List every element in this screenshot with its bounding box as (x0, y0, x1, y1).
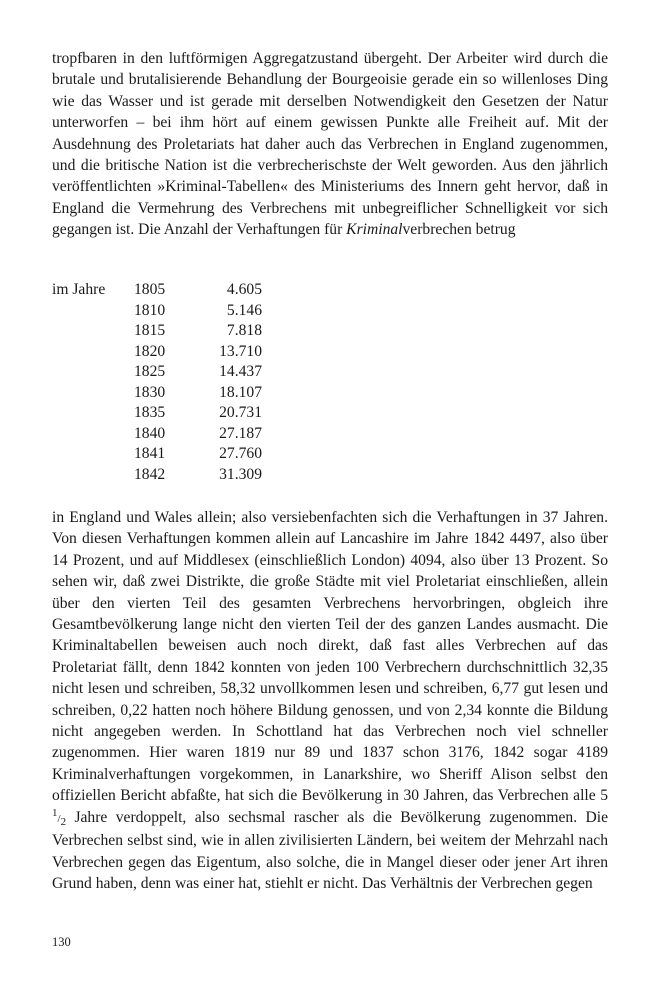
year-cell: 1835 (134, 404, 166, 421)
year-cell: 1805 (134, 281, 166, 298)
table-row (52, 424, 262, 445)
paragraph-top-text: tropfbaren in den luftförmigen Aggregatzustand übergeht. Der Arbeiter wird durch die brutale und brutalisierende Behandlung der Bourgeoisie gerade ein so willenloses Ding wie das Wasser und ist gerade mit derselben Notwendigkeit den Gesetzen der Natur unterworfen – bei ihm hört auf einem gewissen Punkte alle Freiheit auf. Mit der Ausdehnung des Proletariats hat daher auch das Verbrechen in England zugenommen, und die britische Nation ist die verbrecherischste der Welt geworden. Aus den jährlich veröffentlichten »Kriminal-Tabellen« des Ministeriums des Innern geht hervor, daß in England die Vermehrung des Verbrechens mit unbegreiflicher Schnelligkeit vor sich gegangen ist. Die Anzahl der Verhaftungen für (52, 50, 608, 239)
fraction-slash: / (57, 812, 61, 825)
count-cell: 31.309 (219, 465, 262, 483)
table-row (52, 342, 262, 363)
count-cell: 5.146 (226, 301, 262, 319)
year-cell: 1830 (134, 383, 166, 401)
year-cell: 1815 (134, 322, 166, 339)
table-row (52, 444, 262, 465)
table-label: im Jahre (52, 281, 106, 298)
table-row (52, 280, 262, 301)
paragraph-bottom-text: in England und Wales allein; also versiebenfachten sich die Verhaftungen in 37 Jahren. Von diesen Verhaftungen kommen allein auf Lancashire im Jahre 1842 4497, also über 14 Prozent, und auf Middlesex (einschließlich London) 4094, also über 13 Prozent. So sehen wir, daß zwei Distrikte, die große Städte mit viel Proletariat einschließen, allein über den vierten Teil des gesamten Verbrechens hervorbringen, obgleich ihre Gesamtbevölkerung lange nicht den vierten Teil der des ganzen Landes ausmacht. Die Kriminaltabellen beweisen auch noch direkt, daß fast alles Verbrechen auf das Proletariat fällt, denn 1842 konnten von jeden 100 Verbrechern durchschnittlich 32,35 nicht lesen und schreiben, 58,32 unvollkommen lesen und schreiben, 6,77 gut lesen und schreiben, 0,22 hatten noch höhere Bildung genossen, und von 2,34 konnte die Bildung nicht angegeben werden. In Schottland hat das Verbrechen noch viel schneller zugenommen. Hier waren 1819 nur 89 und 1837 schon 3176, 1842 sogar 4189 Kriminalverhaftungen vorgekommen, in Lanarkshire, wo Sheriff Alison selbst den offiziellen Bericht abfaßte, hat sich die Bevölkerung in 30 Jahren, das Verbrechen alle 5 (52, 509, 608, 805)
count-cell: 4.605 (226, 281, 262, 298)
table-row (52, 301, 262, 322)
paragraph-top (52, 48, 608, 241)
year-cell: 1841 (134, 445, 166, 462)
arrests-table (52, 280, 262, 485)
table-row (52, 465, 262, 486)
count-cell: 7.818 (226, 322, 262, 339)
page-number: 130 (52, 935, 71, 949)
italic-term: Kriminal (346, 221, 403, 239)
year-cell: 1820 (134, 342, 166, 360)
table-row (52, 383, 262, 404)
fraction (52, 807, 66, 828)
year-cell: 1825 (134, 363, 166, 380)
year-cell: 1840 (134, 424, 166, 442)
count-cell: 14.437 (219, 363, 262, 380)
fraction-numerator: 1 (52, 806, 58, 819)
table-row (52, 403, 262, 424)
paragraph-top-text-end: verbrechen betrug (402, 221, 516, 239)
fraction-denominator: 2 (60, 815, 67, 828)
paragraph-bottom (52, 507, 608, 894)
table-row (52, 321, 262, 342)
table-row (52, 362, 262, 383)
count-cell: 13.710 (219, 342, 262, 360)
count-cell: 27.187 (219, 424, 262, 442)
count-cell: 18.107 (219, 383, 262, 401)
year-cell: 1842 (134, 465, 166, 483)
paragraph-bottom-text-end: Jahre verdoppelt, also sechsmal rascher als die Bevölkerung zugenommen. Die Verbrechen selbst sind, wie in allen zivilisierten Ländern, bei weitem der Mehrzahl nach Verbrechen gegen das Eigentum, also solche, die in Mangel dieser oder jener Art ihren Grund haben, denn was einer hat, stiehlt er nicht. Das Verhältnis der Verbrechen gegen (52, 808, 608, 892)
year-cell: 1810 (134, 301, 166, 319)
count-cell: 20.731 (219, 404, 262, 421)
count-cell: 27.760 (219, 445, 262, 462)
